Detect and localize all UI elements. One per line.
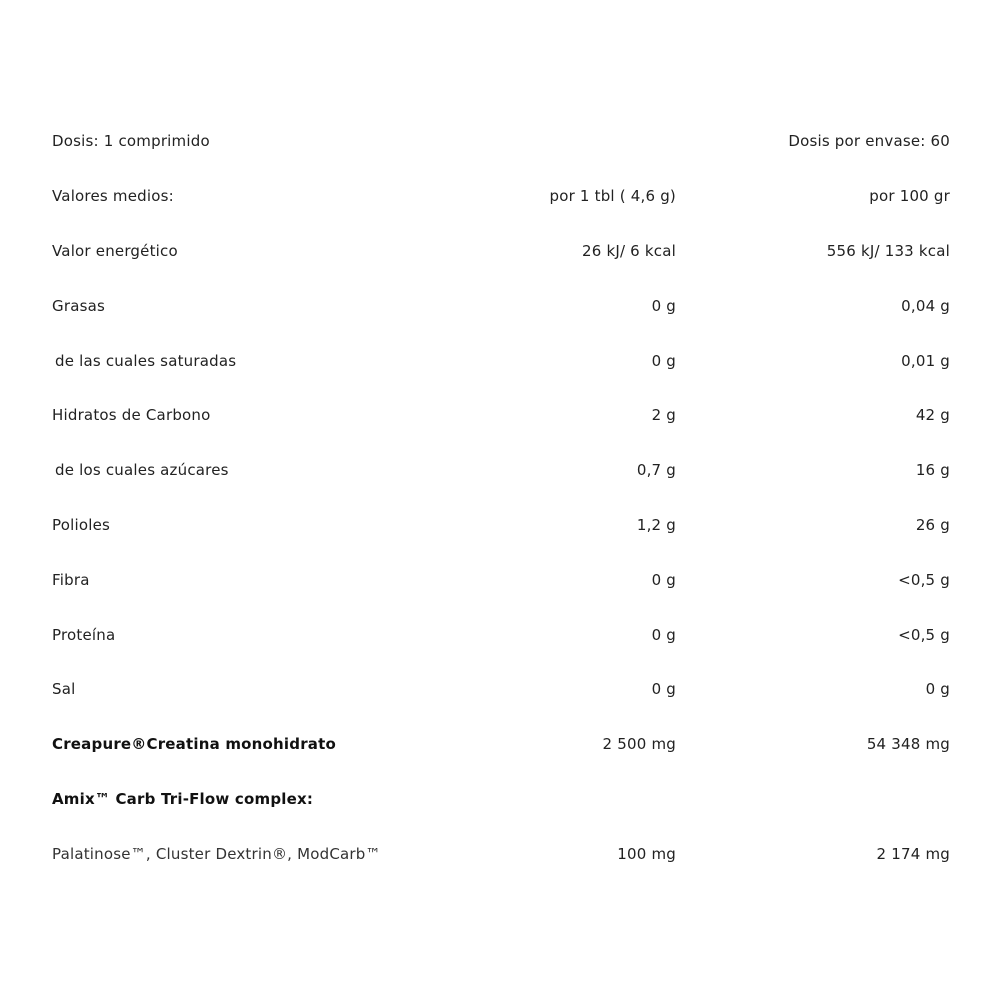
column-header-row: [52, 169, 950, 224]
serving-info-row: [52, 114, 950, 169]
nutrition-table: [52, 114, 950, 881]
nutrient-label: de las cuales saturadas: [55, 351, 237, 370]
nutrient-per-100: 26 g: [915, 515, 950, 534]
nutrient-per-serving: 0 g: [651, 570, 676, 589]
nutrient-per-serving: 0 g: [651, 680, 676, 699]
nutrient-per-100: 556 kJ/ 133 kcal: [826, 241, 950, 260]
nutrient-per-100: 42 g: [915, 406, 950, 425]
nutrient-per-100: 0,04 g: [901, 296, 950, 315]
nutrient-label: Palatinose™, Cluster Dextrin®, ModCarb™: [52, 844, 381, 863]
nutrient-row-saturated-fat: [52, 333, 950, 388]
nutrient-per-serving: 100 mg: [617, 844, 676, 863]
nutrient-per-100: 0 g: [925, 680, 950, 699]
nutrient-label: Amix™ Carb Tri-Flow complex:: [52, 789, 314, 808]
nutrient-label: Fibra: [52, 570, 90, 589]
nutrient-row-energy: [52, 224, 950, 279]
nutrient-per-serving: 26 kJ/ 6 kcal: [582, 241, 676, 260]
nutrient-per-100: 0,01 g: [901, 351, 950, 370]
nutrient-row-carbohydrates: [52, 388, 950, 443]
nutrient-per-100: 16 g: [915, 461, 950, 480]
nutrient-row-carb-complex-heading: [52, 772, 950, 827]
nutrient-row-creatine: [52, 717, 950, 772]
nutrient-row-polyols: [52, 498, 950, 553]
nutrient-row-fibre: [52, 552, 950, 607]
nutrient-label: Sal: [52, 680, 76, 699]
nutrient-per-100: 54 348 mg: [866, 735, 950, 754]
nutrient-row-protein: [52, 607, 950, 662]
column-header-label: Valores medios:: [52, 187, 174, 206]
nutrient-row-salt: [52, 662, 950, 717]
nutrient-per-serving: 0 g: [651, 625, 676, 644]
nutrient-label: Polioles: [52, 515, 111, 534]
nutrient-per-serving: 0 g: [651, 351, 676, 370]
nutrient-per-serving: 2 g: [651, 406, 676, 425]
nutrient-row-carb-complex-components: [52, 826, 950, 881]
nutrient-label: Proteína: [52, 625, 116, 644]
nutrient-per-100: <0,5 g: [898, 570, 950, 589]
nutrient-label: Hidratos de Carbono: [52, 406, 211, 425]
nutrient-row-fat: [52, 278, 950, 333]
nutrient-per-serving: 0,7 g: [636, 461, 676, 480]
nutrient-label: Creapure®Creatina monohidrato: [52, 735, 336, 754]
nutrient-row-sugars: [52, 443, 950, 498]
column-header-per-100: por 100 gr: [869, 187, 950, 206]
nutrient-label: Valor energético: [52, 241, 178, 260]
nutrient-per-100: <0,5 g: [898, 625, 950, 644]
nutrient-label: de los cuales azúcares: [55, 461, 229, 480]
nutrient-per-100: 2 174 mg: [876, 844, 950, 863]
column-header-per-serving: por 1 tbl ( 4,6 g): [549, 187, 676, 206]
nutrient-per-serving: 1,2 g: [636, 515, 676, 534]
servings-per-container: Dosis por envase: 60: [788, 132, 950, 151]
nutrient-per-serving: 0 g: [651, 296, 676, 315]
nutrient-label: Grasas: [52, 296, 106, 315]
serving-size: Dosis: 1 comprimido: [52, 132, 210, 151]
nutrient-per-serving: 2 500 mg: [602, 735, 676, 754]
